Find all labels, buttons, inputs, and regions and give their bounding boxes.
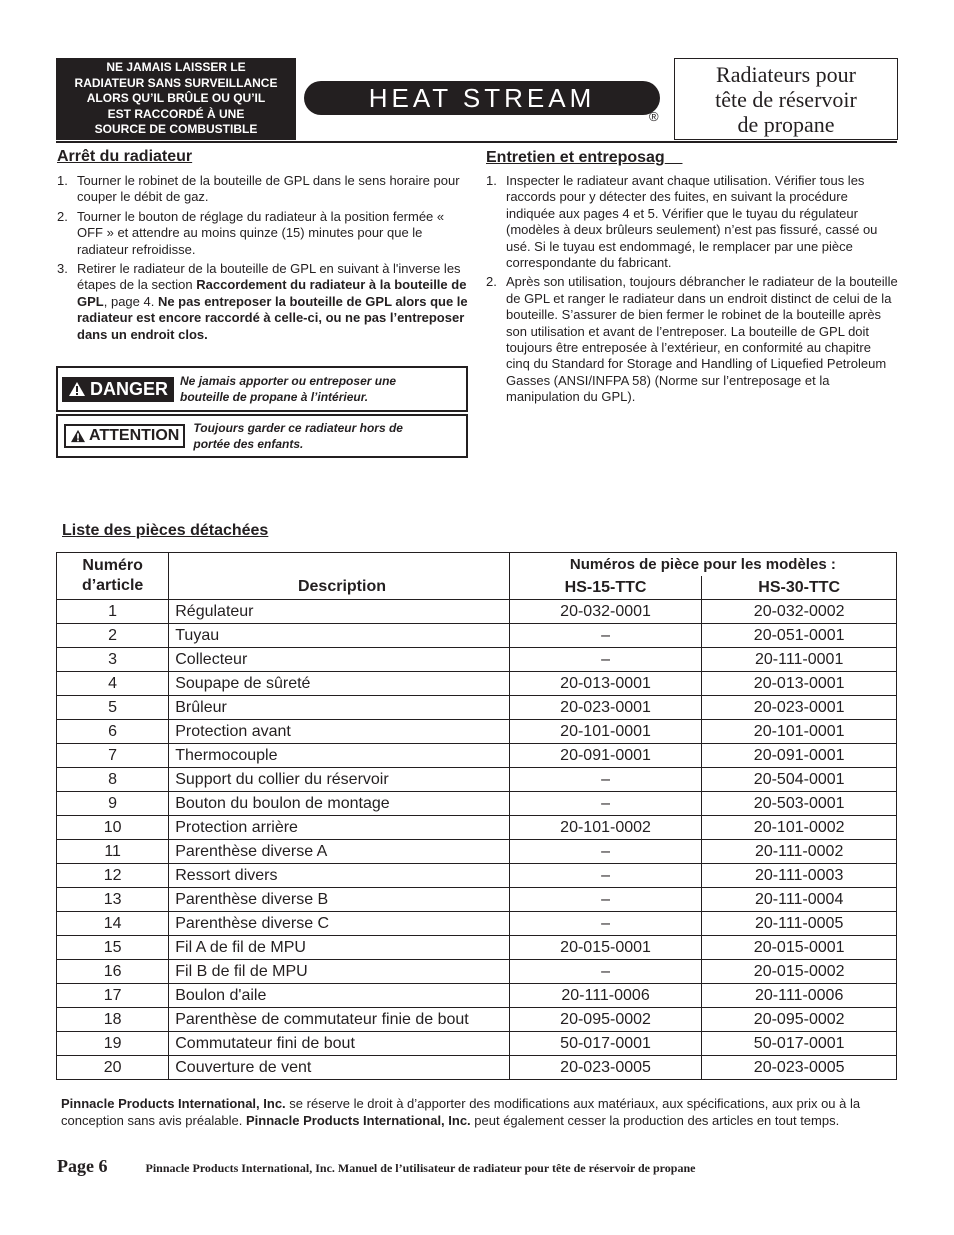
model-a-part-cell: – xyxy=(509,648,702,672)
table-row xyxy=(57,1008,897,1032)
title-line: de propane xyxy=(737,111,835,137)
item-number-cell: 8 xyxy=(57,768,169,792)
description-cell: Couverture de vent xyxy=(169,1056,510,1080)
item-number-cell: 7 xyxy=(57,744,169,768)
description-cell: Support du collier du réservoir xyxy=(169,768,510,792)
description-cell: Brûleur xyxy=(169,696,510,720)
item-number-cell: 3 xyxy=(57,648,169,672)
model-a-part-cell: – xyxy=(509,624,702,648)
description-cell: Tuyau xyxy=(169,624,510,648)
item-number-cell: 16 xyxy=(57,960,169,984)
item-number-cell: 6 xyxy=(57,720,169,744)
model-b-part-cell: 20-503-0001 xyxy=(702,792,897,816)
model-b-part-cell: 20-111-0004 xyxy=(702,888,897,912)
table-row xyxy=(57,1056,897,1080)
description-cell: Commutateur fini de bout xyxy=(169,1032,510,1056)
model-a-part-cell: – xyxy=(509,864,702,888)
model-b-part-cell: 20-095-0002 xyxy=(702,1008,897,1032)
parts-heading: Liste des pièces détachées xyxy=(62,522,269,539)
model-b-part-cell: 20-091-0001 xyxy=(702,744,897,768)
warning-line: NE JAMAIS LAISSER LE xyxy=(106,60,246,75)
description-cell: Protection avant xyxy=(169,720,510,744)
item-number-cell: 20 xyxy=(57,1056,169,1080)
table-row xyxy=(57,840,897,864)
model-a-part-cell: – xyxy=(509,792,702,816)
table-row xyxy=(57,984,897,1008)
model-a-part-cell: 20-023-0001 xyxy=(509,696,702,720)
maintenance-steps xyxy=(486,173,898,406)
list-item: 2. Tourner le bouton de réglage du radiateur à la position fermée « OFF » et attendre au moins quinze (15) minutes pour que le radiateur refroidisse. xyxy=(57,208,445,257)
model-b-part-cell: 20-101-0001 xyxy=(702,720,897,744)
model-b-part-cell: 20-111-0005 xyxy=(702,912,897,936)
warning-triangle-icon xyxy=(70,429,86,443)
model-a-part-cell: 20-013-0001 xyxy=(509,672,702,696)
table-row xyxy=(57,600,897,624)
attention-text: Toujours garder ce radiateur hors de portée des enfants. xyxy=(193,421,403,451)
col-desc-header: Description xyxy=(169,553,510,600)
description-cell: Parenthèse diverse C xyxy=(169,912,510,936)
list-item: 1. Inspecter le radiateur avant chaque utilisation. Vérifier tous les raccords pour y détecter des fuites, en suivant la procédure indiquée aux pages 4 et 5. Vérifier que le tuyau du régulateur (modèles à deux brûleurs seulement) n’est pas fissuré, cassé ou usé. Si le tuyau est endommagé, le remplacer par une pièce correspondante du fabricant. xyxy=(486,173,878,271)
description-cell: Collecteur xyxy=(169,648,510,672)
item-number-cell: 19 xyxy=(57,1032,169,1056)
model-b-part-cell: 20-032-0002 xyxy=(702,600,897,624)
model-b-part-cell: 20-101-0002 xyxy=(702,816,897,840)
model-b-header: HS-30-TTC xyxy=(702,576,897,600)
model-a-part-cell: 20-111-0006 xyxy=(509,984,702,1008)
description-cell: Régulateur xyxy=(169,600,510,624)
model-a-part-cell: – xyxy=(509,768,702,792)
danger-label: DANGER xyxy=(62,377,174,402)
col-models-header: Numéros de pièce pour les modèles : xyxy=(509,553,896,577)
model-b-part-cell: 20-051-0001 xyxy=(702,624,897,648)
item-number-cell: 1 xyxy=(57,600,169,624)
table-row xyxy=(57,792,897,816)
description-cell: Fil A de fil de MPU xyxy=(169,936,510,960)
list-item: 3. Retirer le radiateur de la bouteille de GPL en suivant à l'inverse les étapes de la section Raccordement du radiateur à la bouteille de GPL, page 4. Ne pas entreposer la bouteille de GPL alors que le radiateur est encore raccordé à celle-ci, ou ne pas l’entreposer dans un endroit clos. xyxy=(57,261,468,342)
col-item-header: Numéro d’article xyxy=(57,553,169,600)
model-b-part-cell: 50-017-0001 xyxy=(702,1032,897,1056)
model-b-part-cell: 20-111-0003 xyxy=(702,864,897,888)
model-b-part-cell: 20-015-0001 xyxy=(702,936,897,960)
model-b-part-cell: 20-023-0005 xyxy=(702,1056,897,1080)
danger-text: Ne jamais apporter ou entreposer une bouteille de propane à l’intérieur. xyxy=(180,374,397,404)
model-a-part-cell: – xyxy=(509,960,702,984)
model-a-part-cell: 20-095-0002 xyxy=(509,1008,702,1032)
shutdown-steps xyxy=(57,173,469,343)
description-cell: Soupape de sûreté xyxy=(169,672,510,696)
disclaimer: Pinnacle Products International, Inc. se réserve le droit à d’apporter des modifications aux matériaux, aux spécifications, aux prix ou à la conception sans avis préalable. Pinnacle Products International, Inc. peut également cesser la production des articles en tout temps. xyxy=(61,1096,861,1128)
model-b-part-cell: 20-111-0006 xyxy=(702,984,897,1008)
item-number-cell: 2 xyxy=(57,624,169,648)
item-number-cell: 17 xyxy=(57,984,169,1008)
item-number-cell: 15 xyxy=(57,936,169,960)
table-row xyxy=(57,624,897,648)
description-cell: Thermocouple xyxy=(169,744,510,768)
page-footer xyxy=(57,1156,695,1177)
section-heading: Arrêt du radiateur xyxy=(57,148,193,165)
section-heading: Entretien et entreposag xyxy=(486,149,665,166)
maintenance-section xyxy=(486,149,898,409)
item-number-cell: 13 xyxy=(57,888,169,912)
model-b-part-cell: 20-015-0002 xyxy=(702,960,897,984)
table-row xyxy=(57,1032,897,1056)
table-row xyxy=(57,672,897,696)
table-row xyxy=(57,936,897,960)
logo-text: HEAT STREAM xyxy=(368,83,596,113)
table-row xyxy=(57,816,897,840)
warning-line: RADIATEUR SANS SURVEILLANCE xyxy=(74,75,278,90)
model-a-part-cell: – xyxy=(509,912,702,936)
description-cell: Protection arrière xyxy=(169,816,510,840)
table-row xyxy=(57,768,897,792)
item-number-cell: 10 xyxy=(57,816,169,840)
description-cell: Ressort divers xyxy=(169,864,510,888)
table-row xyxy=(57,888,897,912)
list-item: 1. Tourner le robinet de la bouteille de GPL dans le sens horaire pour couper le débit de gaz. xyxy=(57,173,460,205)
model-a-part-cell: – xyxy=(509,840,702,864)
page-number: Page 6 xyxy=(57,1156,108,1176)
description-cell: Parenthèse diverse A xyxy=(169,840,510,864)
item-number-cell: 14 xyxy=(57,912,169,936)
item-number-cell: 9 xyxy=(57,792,169,816)
shutdown-section xyxy=(57,148,469,346)
model-a-part-cell: – xyxy=(509,888,702,912)
table-row xyxy=(57,960,897,984)
warning-banner xyxy=(56,58,296,140)
model-b-part-cell: 20-111-0001 xyxy=(702,648,897,672)
model-a-part-cell: 20-032-0001 xyxy=(509,600,702,624)
description-cell: Bouton du boulon de montage xyxy=(169,792,510,816)
description-cell: Parenthèse diverse B xyxy=(169,888,510,912)
model-a-part-cell: 20-101-0002 xyxy=(509,816,702,840)
model-b-part-cell: 20-504-0001 xyxy=(702,768,897,792)
table-row xyxy=(57,648,897,672)
model-a-part-cell: 20-015-0001 xyxy=(509,936,702,960)
attention-callout xyxy=(56,414,468,458)
table-row xyxy=(57,720,897,744)
danger-callout xyxy=(56,366,468,412)
warning-line: ALORS QU’IL BRÛLE OU QU’IL xyxy=(86,91,266,106)
warning-line: SOURCE DE COMBUSTIBLE xyxy=(94,122,258,137)
model-a-header: HS-15-TTC xyxy=(509,576,702,600)
title-line: tête de réservoir xyxy=(715,86,857,112)
model-b-part-cell: 20-111-0002 xyxy=(702,840,897,864)
registered-mark: ® xyxy=(649,109,659,124)
table-row xyxy=(57,744,897,768)
title-line: Radiateurs pour xyxy=(716,61,856,87)
parts-table xyxy=(56,552,897,1080)
description-cell: Fil B de fil de MPU xyxy=(169,960,510,984)
heatstream-logo xyxy=(303,80,661,116)
model-a-part-cell: 20-091-0001 xyxy=(509,744,702,768)
header-divider xyxy=(56,141,897,143)
warning-line: EST RACCORDÉ À UNE xyxy=(107,106,245,121)
warning-triangle-icon xyxy=(68,381,86,397)
attention-label: ATTENTION xyxy=(64,424,185,448)
table-row xyxy=(57,696,897,720)
description-cell: Parenthèse de commutateur finie de bout xyxy=(169,1008,510,1032)
manual-title: Pinnacle Products International, Inc. Manuel de l’utilisateur de radiateur pour tête de réservoir de propane xyxy=(145,1161,696,1175)
item-number-cell: 11 xyxy=(57,840,169,864)
item-number-cell: 12 xyxy=(57,864,169,888)
item-number-cell: 4 xyxy=(57,672,169,696)
table-row xyxy=(57,912,897,936)
model-a-part-cell: 20-101-0001 xyxy=(509,720,702,744)
model-b-part-cell: 20-013-0001 xyxy=(702,672,897,696)
table-row xyxy=(57,864,897,888)
page-title xyxy=(674,58,898,140)
item-number-cell: 18 xyxy=(57,1008,169,1032)
model-b-part-cell: 20-023-0001 xyxy=(702,696,897,720)
list-item: 2. Après son utilisation, toujours débrancher le radiateur de la bouteille de GPL et ranger le radiateur dans un endroit distinct de celui de la bouteille. S’assurer de bien fermer le robinet de la bouteille après son utilisation et avant de l’entreposer. La bouteille de GPL doit toujours être entreposée à l’extérieur, en conformité au chapitre cinq du Standard for Storage and Handling of Liquefied Petroleum Gasses (ANSI/INFPA 58) (Norme sur l’entreposage et la manipulation du GPL). xyxy=(486,274,898,405)
description-cell: Boulon d'aile xyxy=(169,984,510,1008)
model-a-part-cell: 50-017-0001 xyxy=(509,1032,702,1056)
model-a-part-cell: 20-023-0005 xyxy=(509,1056,702,1080)
item-number-cell: 5 xyxy=(57,696,169,720)
